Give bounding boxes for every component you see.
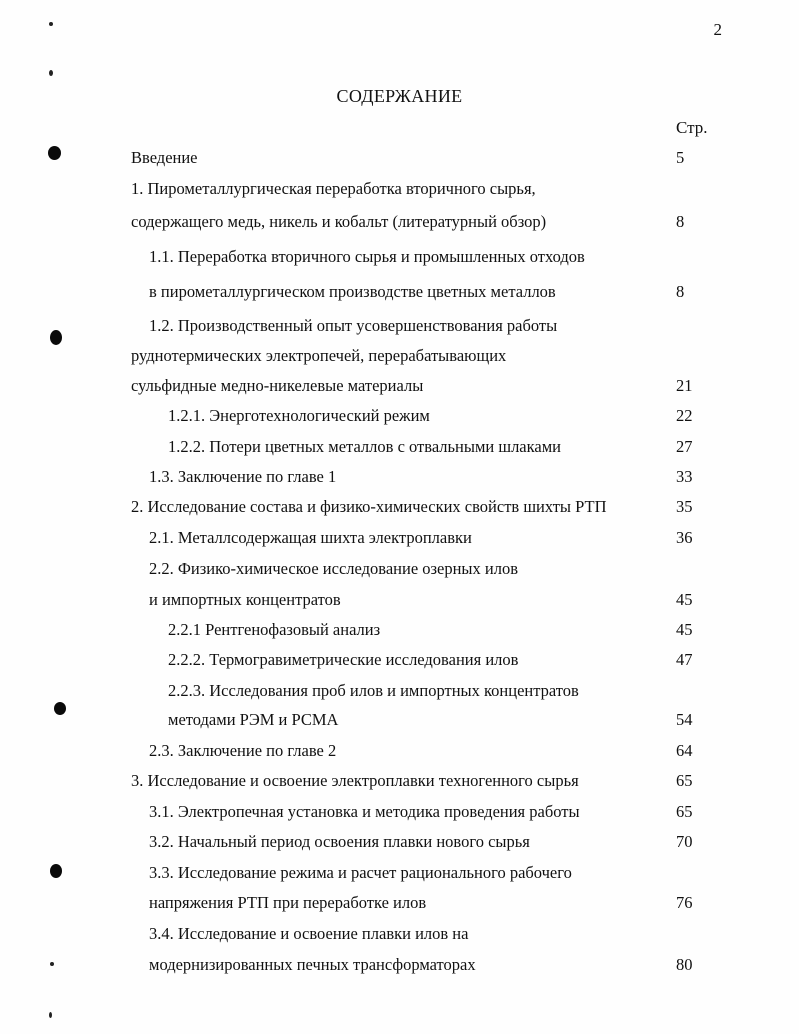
toc-entry-page: 65 [676, 771, 693, 790]
toc-entry-text: содержащего медь, никель и кобальт (литературный обзор) [131, 212, 547, 231]
scan-speck [50, 962, 54, 966]
toc-entry-text: модернизированных печных трансформаторах [149, 955, 476, 974]
toc-entry-page: 76 [676, 893, 693, 912]
punch-hole [54, 702, 66, 715]
toc-entry-page: 80 [676, 955, 693, 974]
toc-entry-text: 1. Пирометаллургическая переработка вторичного сырья, [131, 179, 536, 198]
scan-speck [49, 22, 53, 26]
punch-hole [50, 330, 62, 345]
toc-entry-page: 64 [676, 741, 693, 760]
toc-entry-page: 35 [676, 497, 693, 516]
toc-entry-text: руднотермических электропечей, перерабатывающих [131, 346, 507, 365]
toc-entry-page: 5 [676, 148, 685, 167]
toc-entry-text: 3.1. Электропечная установка и методика проведения работы [149, 802, 580, 821]
toc-entry-page: 27 [676, 437, 693, 456]
toc-entry-page: 22 [676, 406, 693, 425]
toc-entry-text: 2.2.2. Термогравиметрические исследования илов [168, 650, 519, 669]
toc-entry-text: Введение [131, 148, 198, 167]
toc-entry-text: 3. Исследование и освоение электроплавки техногенного сырья [131, 771, 579, 790]
toc-entry-text: 2.2.3. Исследования проб илов и импортных концентратов [168, 681, 579, 700]
toc-entry-text: 2.1. Металлсодержащая шихта электроплавки [149, 528, 472, 547]
punch-hole [48, 146, 61, 160]
toc-entry-text: 2. Исследование состава и физико-химических свойств шихты РТП [131, 497, 607, 516]
toc-entry-page: 70 [676, 832, 693, 851]
toc-entry-page: 8 [676, 282, 685, 301]
toc-entry-text: в пирометаллургическом производстве цветных металлов [149, 282, 556, 301]
toc-entry-text: 1.2. Производственный опыт усовершенствования работы [149, 316, 558, 335]
toc-entry-text: и импортных концентратов [149, 590, 341, 609]
toc-entry-page: 45 [676, 620, 693, 639]
toc-entry-page: 21 [676, 376, 693, 395]
toc-entry-page: 36 [676, 528, 693, 547]
toc-entry-page: 8 [676, 212, 685, 231]
toc-entry-page: 65 [676, 802, 693, 821]
toc-entry-text: 1.3. Заключение по главе 1 [149, 467, 337, 486]
toc-entry-text: 2.3. Заключение по главе 2 [149, 741, 337, 760]
scan-speck [49, 1012, 52, 1018]
toc-entry-text: 1.2.2. Потери цветных металлов с отвальными шлаками [168, 437, 561, 456]
page-column-header: Стр. [676, 118, 708, 137]
toc-entry-text: 2.2.1 Рентгенофазовый анализ [168, 620, 381, 639]
toc-entry-page: 45 [676, 590, 693, 609]
toc-entry-page: 47 [676, 650, 693, 669]
toc-entry-text: методами РЭМ и РСМА [168, 710, 339, 729]
toc-entry-text: 3.3. Исследование режима и расчет рационального рабочего [149, 863, 572, 882]
page-number: 2 [713, 20, 722, 39]
toc-entry-text: 2.2. Физико-химическое исследование озерных илов [149, 559, 519, 578]
punch-hole [50, 864, 62, 878]
toc-entry-text: напряжения РТП при переработке илов [149, 893, 427, 912]
toc-entry-text: 1.1. Переработка вторичного сырья и промышленных отходов [149, 247, 585, 266]
toc-entry-text: 3.2. Начальный период освоения плавки нового сырья [149, 832, 530, 851]
toc-entry-text: 3.4. Исследование и освоение плавки илов на [149, 924, 469, 943]
toc-entry-page: 33 [676, 467, 693, 486]
scan-speck [49, 70, 53, 76]
toc-entry-text: 1.2.1. Энерготехнологический режим [168, 406, 430, 425]
toc-entry-page: 54 [676, 710, 693, 729]
toc-entry-text: сульфидные медно-никелевые материалы [131, 376, 424, 395]
page-title: СОДЕРЖАНИЕ [336, 86, 463, 106]
